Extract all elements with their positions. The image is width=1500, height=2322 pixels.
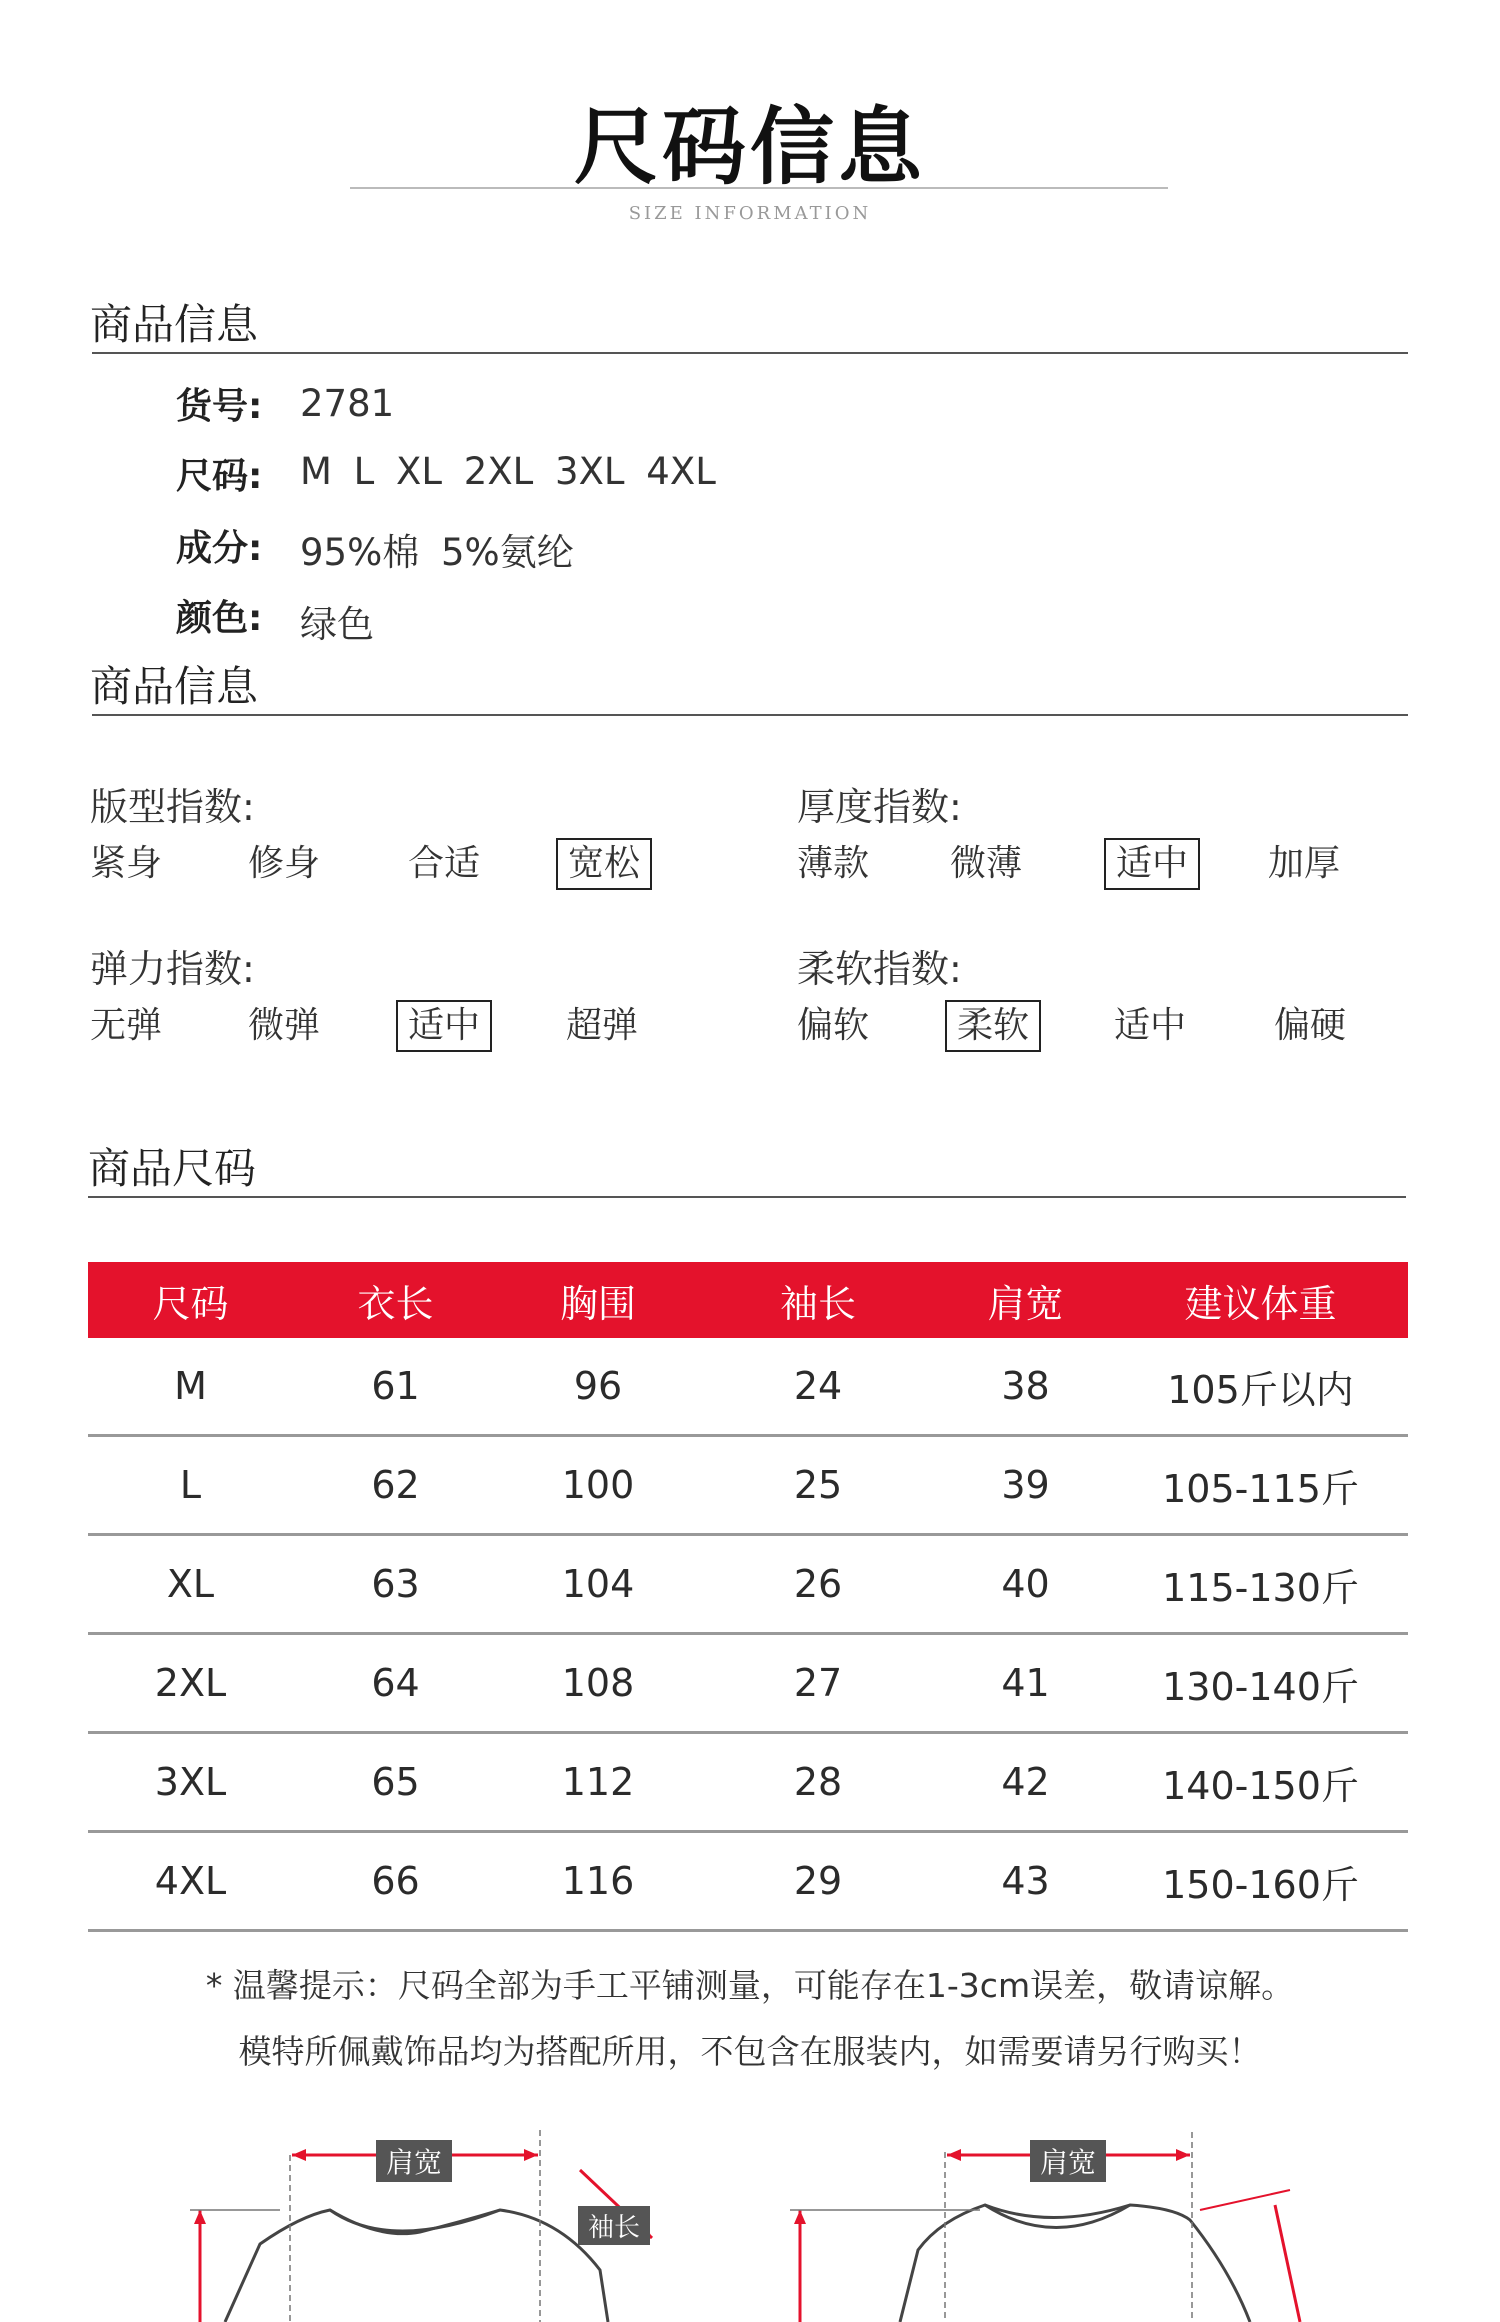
table-cell: 105-115斤 xyxy=(1162,1466,1359,1511)
column-header: 肩宽 xyxy=(987,1281,1064,1326)
material-value: 95%棉 5%氨纶 xyxy=(300,531,574,574)
table-row xyxy=(88,1833,1408,1932)
thickness-option: 微薄 xyxy=(950,843,1023,884)
table-cell: 108 xyxy=(561,1661,635,1705)
color-value: 绿色 xyxy=(300,603,374,646)
table-cell: 63 xyxy=(371,1562,420,1606)
table-cell: 38 xyxy=(1001,1364,1050,1408)
table-cell: 24 xyxy=(793,1364,843,1408)
column-header: 衣长 xyxy=(357,1281,434,1326)
thickness-option-selected: 适中 xyxy=(1104,838,1200,890)
softness-option-selected: 柔软 xyxy=(945,1000,1041,1052)
column-header: 胸围 xyxy=(559,1281,636,1326)
table-cell: 104 xyxy=(561,1562,635,1606)
sleeve-length-tag: 袖长 xyxy=(578,2206,650,2245)
softness-option: 偏硬 xyxy=(1274,1005,1347,1046)
table-cell: 105斤以内 xyxy=(1167,1367,1354,1412)
table-cell: 65 xyxy=(371,1760,420,1804)
table-row xyxy=(88,1734,1408,1833)
table-cell: 25 xyxy=(793,1463,843,1507)
size-table-title: 商品尺码 xyxy=(88,1144,257,1193)
section-divider xyxy=(92,352,1408,354)
title-divider xyxy=(350,187,1168,189)
table-header xyxy=(88,1262,1408,1338)
table-cell: 42 xyxy=(1001,1760,1050,1804)
size-value: M L XL 2XL 3XL 4XL xyxy=(300,450,716,493)
table-row xyxy=(88,1536,1408,1635)
accessory-note: 模特所佩戴饰品均为搭配所用，不包含在服装内，如需要请另行购买！ xyxy=(238,2032,1262,2071)
table-row xyxy=(88,1437,1408,1536)
table-cell: 64 xyxy=(371,1661,420,1705)
table-cell: 40 xyxy=(1001,1562,1050,1606)
measurement-note: * 温馨提示：尺码全部为手工平铺测量，可能存在1-3cm误差，敬请谅解。 xyxy=(205,1966,1295,2005)
table-cell: 66 xyxy=(371,1859,420,1903)
shoulder-width-tag: 肩宽 xyxy=(376,2140,452,2182)
table-cell: XL xyxy=(166,1562,215,1606)
section-divider xyxy=(92,714,1408,716)
shoulder-width-tag: 肩宽 xyxy=(1030,2140,1106,2182)
table-cell: 140-150斤 xyxy=(1162,1763,1359,1808)
item-number-label: 货号: xyxy=(176,386,263,427)
column-header: 袖长 xyxy=(779,1281,856,1326)
table-cell: 150-160斤 xyxy=(1162,1862,1359,1907)
elasticity-option: 超弹 xyxy=(566,1005,639,1046)
table-cell: 130-140斤 xyxy=(1162,1664,1359,1709)
table-cell: 39 xyxy=(1001,1463,1050,1507)
product-info-title: 商品信息 xyxy=(90,300,259,349)
table-cell: M xyxy=(174,1364,207,1408)
table-cell: 4XL xyxy=(154,1859,227,1903)
table-cell: 27 xyxy=(793,1661,843,1705)
fit-option: 合适 xyxy=(408,843,481,884)
table-cell: 112 xyxy=(561,1760,635,1804)
size-table xyxy=(88,1262,1408,1932)
table-cell: L xyxy=(179,1463,202,1507)
elasticity-option: 微弹 xyxy=(248,1005,321,1046)
table-cell: 61 xyxy=(371,1364,420,1408)
size-label: 尺码: xyxy=(176,456,263,497)
thickness-option: 薄款 xyxy=(797,843,870,884)
softness-index-title: 柔软指数: xyxy=(797,947,962,991)
table-cell: 43 xyxy=(1001,1859,1050,1903)
thickness-option: 加厚 xyxy=(1268,843,1341,884)
softness-option: 偏软 xyxy=(797,1005,870,1046)
table-cell: 3XL xyxy=(154,1760,227,1804)
garment-diagram xyxy=(0,2110,1500,2322)
table-cell: 2XL xyxy=(154,1661,227,1705)
elasticity-option-selected: 适中 xyxy=(396,1000,492,1052)
table-cell: 28 xyxy=(793,1760,843,1804)
fit-option-selected: 宽松 xyxy=(556,838,652,890)
table-cell: 96 xyxy=(573,1364,623,1408)
table-cell: 115-130斤 xyxy=(1162,1565,1359,1610)
fit-option: 修身 xyxy=(248,843,321,884)
table-cell: 29 xyxy=(793,1859,843,1903)
elasticity-index-title: 弹力指数: xyxy=(90,947,255,991)
material-label: 成分: xyxy=(176,528,263,569)
softness-option: 适中 xyxy=(1114,1005,1187,1046)
table-row xyxy=(88,1635,1408,1734)
section-divider xyxy=(88,1196,1406,1198)
table-cell: 100 xyxy=(561,1463,635,1507)
column-header: 尺码 xyxy=(152,1281,229,1326)
thickness-index-title: 厚度指数: xyxy=(797,785,962,829)
page-title: 尺码信息 xyxy=(573,98,926,196)
table-row xyxy=(88,1338,1408,1437)
fit-option: 紧身 xyxy=(90,843,163,884)
fit-index-title: 版型指数: xyxy=(90,785,255,829)
table-cell: 116 xyxy=(561,1859,635,1903)
indices-title: 商品信息 xyxy=(90,662,259,711)
table-cell: 41 xyxy=(1001,1661,1050,1705)
page-subtitle: SIZE INFORMATION xyxy=(628,203,872,224)
color-label: 颜色: xyxy=(176,598,263,639)
item-number-value: 2781 xyxy=(300,382,395,425)
column-header: 建议体重 xyxy=(1184,1281,1337,1326)
table-cell: 62 xyxy=(371,1463,420,1507)
elasticity-option: 无弹 xyxy=(90,1005,163,1046)
table-cell: 26 xyxy=(793,1562,843,1606)
